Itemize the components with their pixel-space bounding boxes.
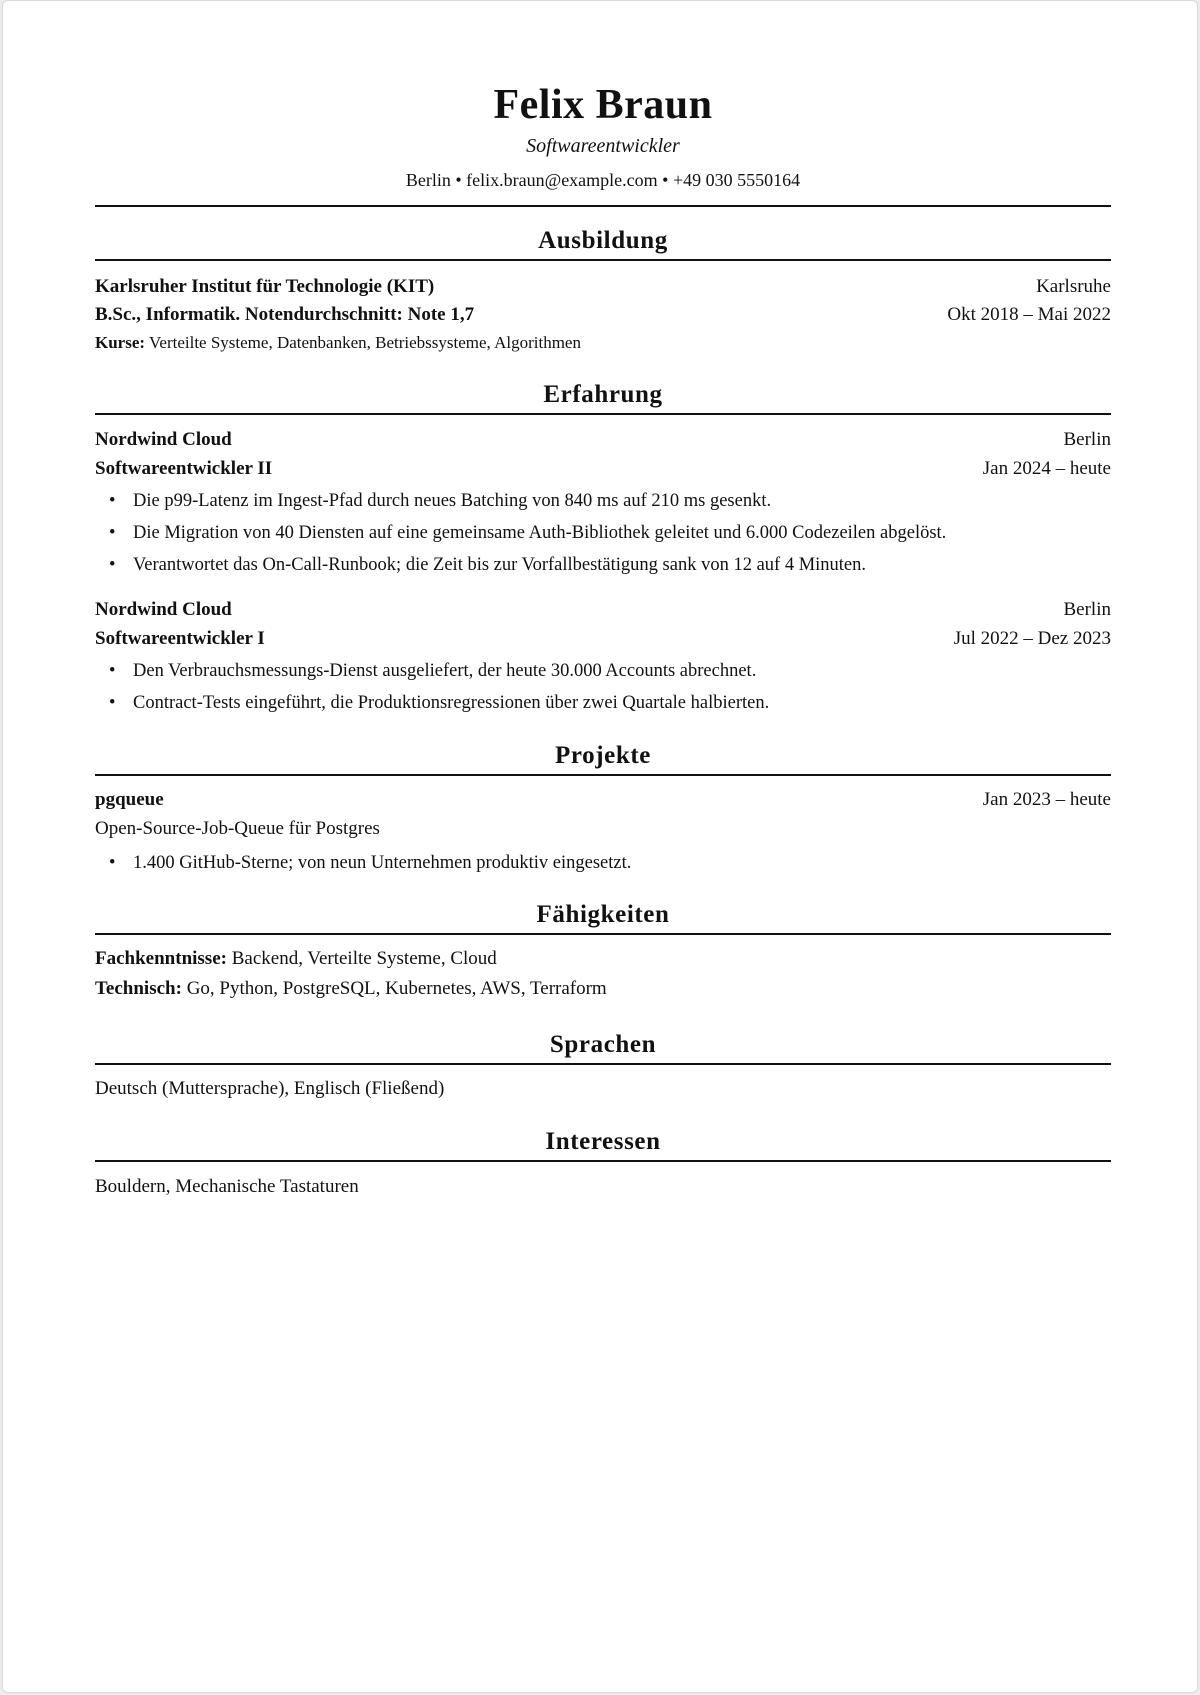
section-divider-interests	[95, 1160, 1111, 1162]
section-divider-projects	[95, 774, 1111, 776]
education-dates: Okt 2018 – Mai 2022	[947, 304, 1111, 325]
job-bullet: • Den Verbrauchsmessungs-Dienst ausgeliefert, der heute 30.000 Accounts abrechnet.	[109, 661, 757, 681]
section-divider-skills	[95, 933, 1111, 935]
resume-name: Felix Braun	[493, 82, 713, 128]
job-location: Berlin	[1063, 599, 1111, 620]
project-dates: Jan 2023 – heute	[982, 789, 1111, 810]
resume-page: Felix Braun Softwareentwickler Berlin • felix.braun@example.com • +49 030 5550164 Ausbildung Karlsruher Institut für Technologie (KIT) Karlsruhe B.Sc., Informatik. Notendurchschnitt: Note 1,7 Okt 2018 – Mai 2022 Kurse: Verteilte Systeme, Datenbanken, Betriebssysteme, Algorithmen Erfahrung Nordwind Cloud Berlin Softwareentwickler II Jan 2024 – heute • Die p99-Latenz im Ingest-Pfad durch neues Batching von 840 ms auf 210 ms gesenkt. • Die Migration von 40 Diensten auf eine gemeinsame Auth-Bibliothek geleitet und 6.000 Codezeilen abgelöst. • Verantwortet das On-Call-Runbook; die Zeit bis zur Vorfallbestätigung sank von 12 auf 4 Minuten. Nordwind Cloud Berlin Softwareentwickler I Jul 2022 – Dez 2023 • Den Verbrauchsmessungs-Dienst ausgeliefert, der heute 30.000 Accounts abrechnet. • Contract-Tests eingeführt, die Produktionsregressionen über zwei Quartale halbierten. Projekte pgqueue Jan 2023 – heute Open-Source-Job-Queue für Postgres • 1.400 GitHub-Sterne; von neun Unternehmen produktiv eingesetzt. Fähigkeiten Fachkenntnisse: Backend, Verteilte Systeme, Cloud Technisch: Go, Python, PostgreSQL, Kubernetes, AWS, Terraform Sprachen Deutsch (Muttersprache), Englisch (Fließend) Interessen Bouldern, Mechanische Tastaturen	[2, 0, 1198, 1693]
job-dates: Jul 2022 – Dez 2023	[953, 628, 1111, 649]
contact-line: Berlin • felix.braun@example.com • +49 030 5550164	[405, 170, 801, 190]
project-name: pgqueue	[95, 789, 164, 810]
job-role: Softwareentwickler II	[95, 458, 273, 479]
section-divider-experience	[95, 413, 1111, 415]
education-location: Karlsruhe	[1036, 276, 1111, 297]
section-title-projects: Projekte	[555, 742, 651, 769]
header-divider	[95, 205, 1111, 207]
job-bullet: • Die Migration von 40 Diensten auf eine gemeinsame Auth-Bibliothek geleitet und 6.000 Codezeilen abgelöst.	[109, 523, 947, 543]
job-bullet: • Contract-Tests eingeführt, die Produktionsregressionen über zwei Quartale halbierten.	[109, 693, 770, 713]
section-divider-languages	[95, 1063, 1111, 1065]
job-role: Softwareentwickler I	[95, 628, 265, 649]
resume-headline: Softwareentwickler	[526, 135, 680, 157]
job-company: Nordwind Cloud	[95, 599, 232, 620]
job-bullet: • Verantwortet das On-Call-Runbook; die Zeit bis zur Vorfallbestätigung sank von 12 auf 4 Minuten.	[109, 555, 867, 575]
job-dates: Jan 2024 – heute	[982, 458, 1111, 479]
education-school: Karlsruher Institut für Technologie (KIT)	[95, 276, 435, 297]
project-bullet: • 1.400 GitHub-Sterne; von neun Unternehmen produktiv eingesetzt.	[109, 853, 632, 873]
section-divider-education	[95, 259, 1111, 261]
section-title-interests: Interessen	[545, 1128, 661, 1155]
section-title-skills: Fähigkeiten	[536, 901, 670, 928]
courses-label: Kurse:	[95, 333, 146, 352]
job-company: Nordwind Cloud	[95, 429, 232, 450]
section-title-experience: Erfahrung	[543, 381, 663, 408]
education-degree: B.Sc., Informatik. Notendurchschnitt: Note 1,7	[95, 304, 475, 325]
job-location: Berlin	[1063, 429, 1111, 450]
section-title-languages: Sprachen	[549, 1031, 657, 1058]
section-title-education: Ausbildung	[538, 227, 668, 254]
skills-label: Technisch:	[95, 978, 182, 999]
skills-label: Fachkenntnisse:	[95, 948, 227, 969]
skills-value: Backend, Verteilte Systeme, Cloud	[231, 948, 497, 969]
skills-value: Go, Python, PostgreSQL, Kubernetes, AWS, Terraform	[186, 978, 607, 999]
courses-list: Verteilte Systeme, Datenbanken, Betriebssysteme, Algorithmen	[149, 333, 581, 352]
job-bullet: • Die p99-Latenz im Ingest-Pfad durch neues Batching von 840 ms auf 210 ms gesenkt.	[109, 491, 772, 511]
